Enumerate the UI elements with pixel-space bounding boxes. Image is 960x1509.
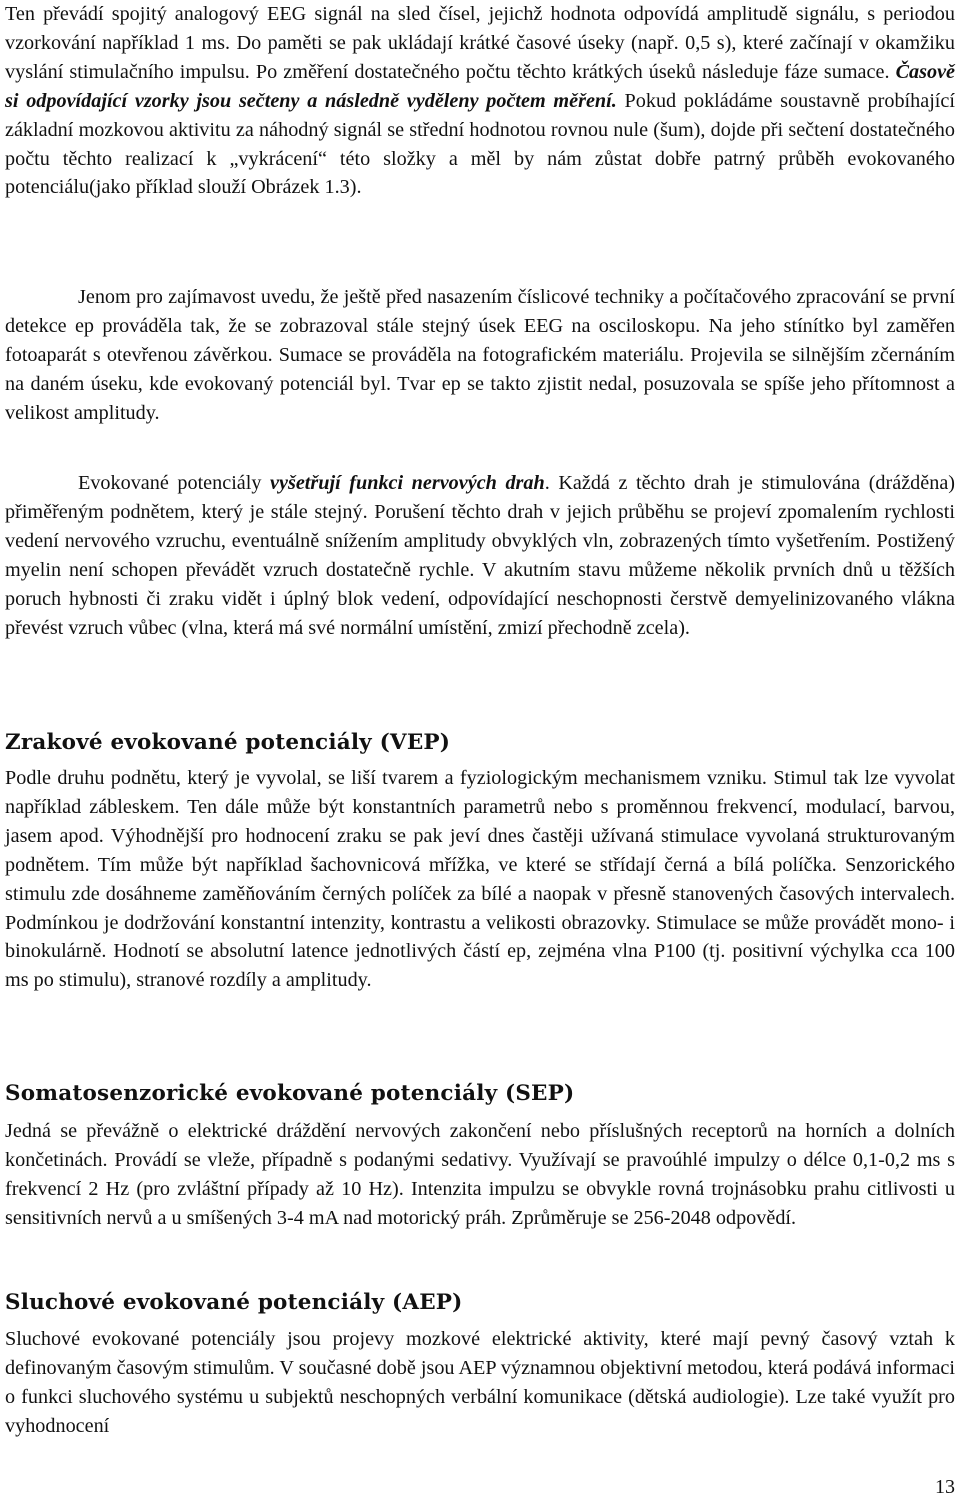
intro-text-start: Ten převádí spojitý analogový EEG signál na sled čísel, jejichž hodnota odpovídá amplitudě signálu, s periodou vzorkování například 1 ms. Do paměti se pak ukládají krátké časové úseky (např. 0,5 s), které začínají v okamžiku vyslání stimulačního impulsu. Po změření dostatečného počtu těchto krátkých úseků následuje fáze sumace. — [5, 3, 955, 83]
function-emphasis: vyšetřují funkci nervových drah — [270, 472, 545, 494]
aep-heading: Sluchové evokované potenciály (AEP) — [5, 1290, 463, 1315]
vep-heading: Zrakové evokované potenciály (VEP) — [5, 730, 451, 755]
sep-heading: Somatosenzorické evokované potenciály (SEP) — [5, 1081, 575, 1106]
function-text-start: Evokované potenciály — [78, 472, 271, 494]
aep-paragraph: Sluchové evokované potenciály jsou projevy mozkové elektrické aktivity, které mají pevný časový vztah k definovaným časovým stimulům. V současné době jsou AEP významnou objektivní metodou, která podává informaci o funkci sluchového systému u subjektů neschopných verbální komunikace (dětská audiologie). Lze také využít pro vyhodnocení — [5, 1328, 955, 1437]
intro-text-end: Pokud pokládáme soustavně probíhající základní mozkovou aktivitu za náhodný signál se střední hodnotou rovnou nule (šum), dojde při sečtení dostatečného počtu těchto realizací k „vykrácení“ této složky a měl by nám zůstat dobře patrný průběh evokovaného potenciálu(jako příklad slouží Obrázek 1.3). — [5, 89, 955, 199]
function-text-end: . Každá z těchto drah je stimulována (drážděna) přiměřeným podnětem, který je stále stejný. Porušení těchto drah v jejich průběhu se projeví zpomalením rychlosti vedení nervového vzruchu, eventuálně snížením amplitudy obvyklých vln, zobrazených tímto vyšetřením. Postižený myelin není schopen převádět vzruch dostatečně rychle. V akutním stavu můžeme několik prvních dnů u těžších poruch hybnosti či zraku vidět i úplný blok vedení, odpovídající neschopnosti čerstvě demyelinizovaného vlákna převést vzruch vůbec (vlna, která má své normální umístění, zmizí přechodně zcela). — [5, 472, 955, 639]
function-paragraph — [5, 469, 955, 642]
history-paragraph: Jenom pro zajímavost uvedu, že ještě před nasazením číslicové techniky a počítačového zpracování se první detekce ep prováděla tak, že se zobrazoval stále stejný úsek EEG na osciloskopu. Na jeho stínítko byl zaměřen fotoaparát s otevřenou závěrkou. Sumace se prováděla na fotografickém materiálu. Projevila se silnějším zčernáním na daném úseku, kde evokovaný potenciál byl. Tvar ep se takto zjistit nedal, posuzovala se spíše jeho přítomnost a velikost amplitudy. — [5, 286, 955, 424]
vep-paragraph: Podle druhu podnětu, který je vyvolal, se liší tvarem a fyziologickým mechanismem vzniku. Stimul tak lze vyvolat například zábleskem. Ten dále může být konstantních parametrů nebo s proměnnou frekvencí, modulací, barvou, jasem apod. Výhodnější pro hodnocení zraku se pak jeví dnes častěji užívaná stimulace vyvolaná strukturovaným podnětem. Tím může být například šachovnicová mřížka, ve které se střídají černá a bílá políčka. Senzorického stimulu zde dosáhneme zaměňováním černých políček za bílé a naopak v přesně stanovených časových intervalech. Podmínkou je dodržování konstantní intenzity, kontrastu a velikosti obrazovky. Stimulace se může provádět mono- i binokulárně. Hodnotí se absolutní latence jednotlivých částí ep, zejména vlna P100 (tj. positivní výchylka cca 100 ms po stimulu), stranové rozdíly a amplitudy. — [5, 767, 955, 992]
page-number: 13 — [935, 1476, 955, 1498]
intro-emphasis: Časově si odpovídající vzorky jsou sečteny a následně vyděleny počtem měření. — [5, 60, 955, 112]
sep-paragraph: Jedná se převážně o elektrické dráždění nervových zakončení nebo příslušných receptorů na horních a dolních končetinách. Provádí se vleže, případně s podanými sedativy. Využívají se pravoúhlé impulzy o délce 0,1-0,2 ms s frekvencí 2 Hz (pro zvláštní případy až 10 Hz). Intenzita impulzu se obvykle rovná trojnásobku prahu citlivosti u sensitivních nervů a u smíšených 3-4 mA nad motorický práh. Zprůměruje se 256-2048 odpovědí. — [5, 1120, 955, 1229]
intro-paragraph — [5, 0, 955, 202]
